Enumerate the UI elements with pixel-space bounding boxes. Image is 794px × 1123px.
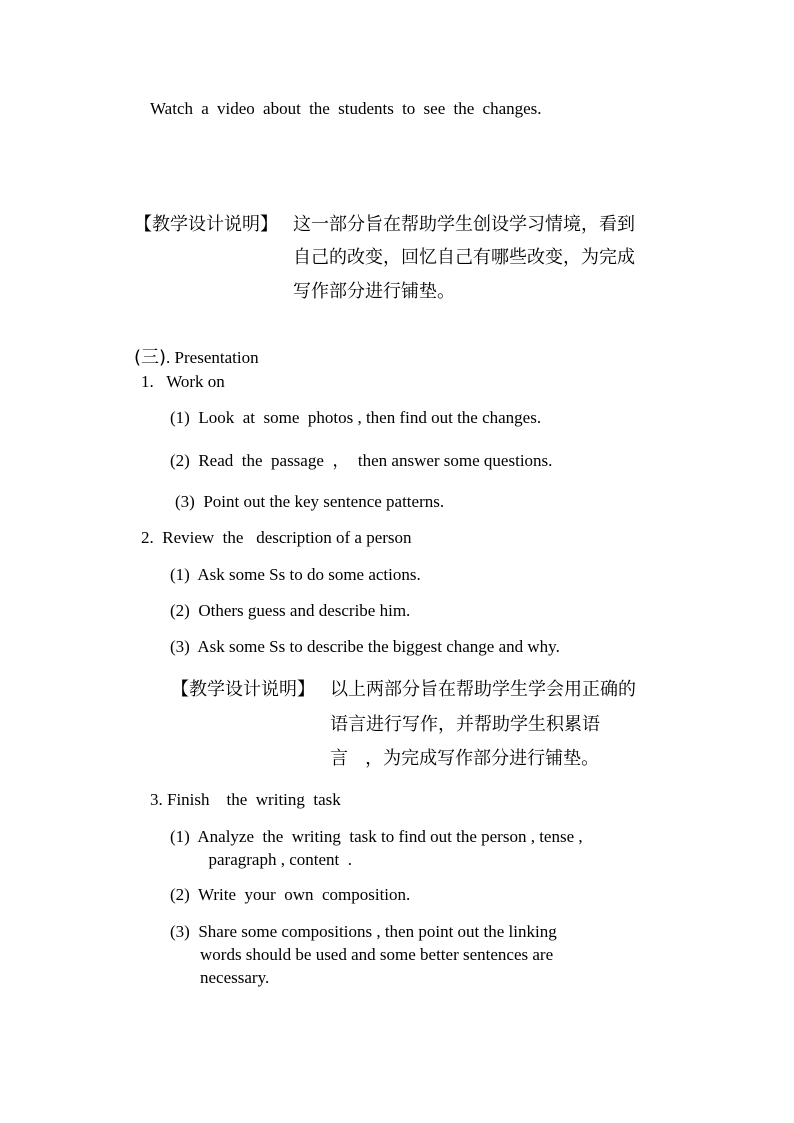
step: (1) Ask some Ss to do some actions.	[170, 565, 421, 584]
item-title: 3. Finish the writing task	[150, 790, 341, 809]
step: (2) Read the passage ， then answer some questions.	[170, 451, 553, 470]
note-line: 这一部分旨在帮助学生创设学习情境，看到	[293, 214, 635, 235]
item-title: 1. Work on	[141, 372, 225, 391]
section-number: (三)	[134, 347, 167, 368]
step: (2) Write your own composition.	[170, 885, 411, 904]
step: (1) Analyze the writing task to find out the person , tense ,	[170, 827, 583, 846]
step: (1) Look at some photos , then find out the changes.	[170, 408, 542, 427]
step-continuation: necessary.	[200, 968, 270, 987]
note-line: 语言进行写作，并帮助学生积累语	[330, 714, 600, 735]
step: (3) Ask some Ss to describe the biggest change and why.	[170, 637, 560, 656]
step: (2) Others guess and describe him.	[170, 601, 411, 620]
note-label: 【教学设计说明】	[134, 214, 278, 235]
step: (3) Point out the key sentence patterns.	[175, 492, 445, 511]
section-title: . Presentation	[166, 348, 259, 367]
note-line: 言 ，为完成写作部分进行铺垫。	[330, 748, 600, 769]
step: (3) Share some compositions , then point out the linking	[170, 922, 557, 941]
step-continuation: words should be used and some better sentences are	[200, 945, 554, 964]
intro-line: Watch a video about the students to see the changes.	[150, 99, 542, 118]
step-continuation: paragraph , content .	[200, 850, 352, 869]
note-line: 写作部分进行铺垫。	[293, 281, 455, 302]
note-line: 以上两部分旨在帮助学生学会用正确的	[330, 679, 636, 700]
item-title: 2. Review the description of a person	[141, 528, 412, 547]
note-label: 【教学设计说明】	[171, 679, 315, 700]
note-line: 自己的改变，回忆自己有哪些改变，为完成	[293, 247, 635, 268]
